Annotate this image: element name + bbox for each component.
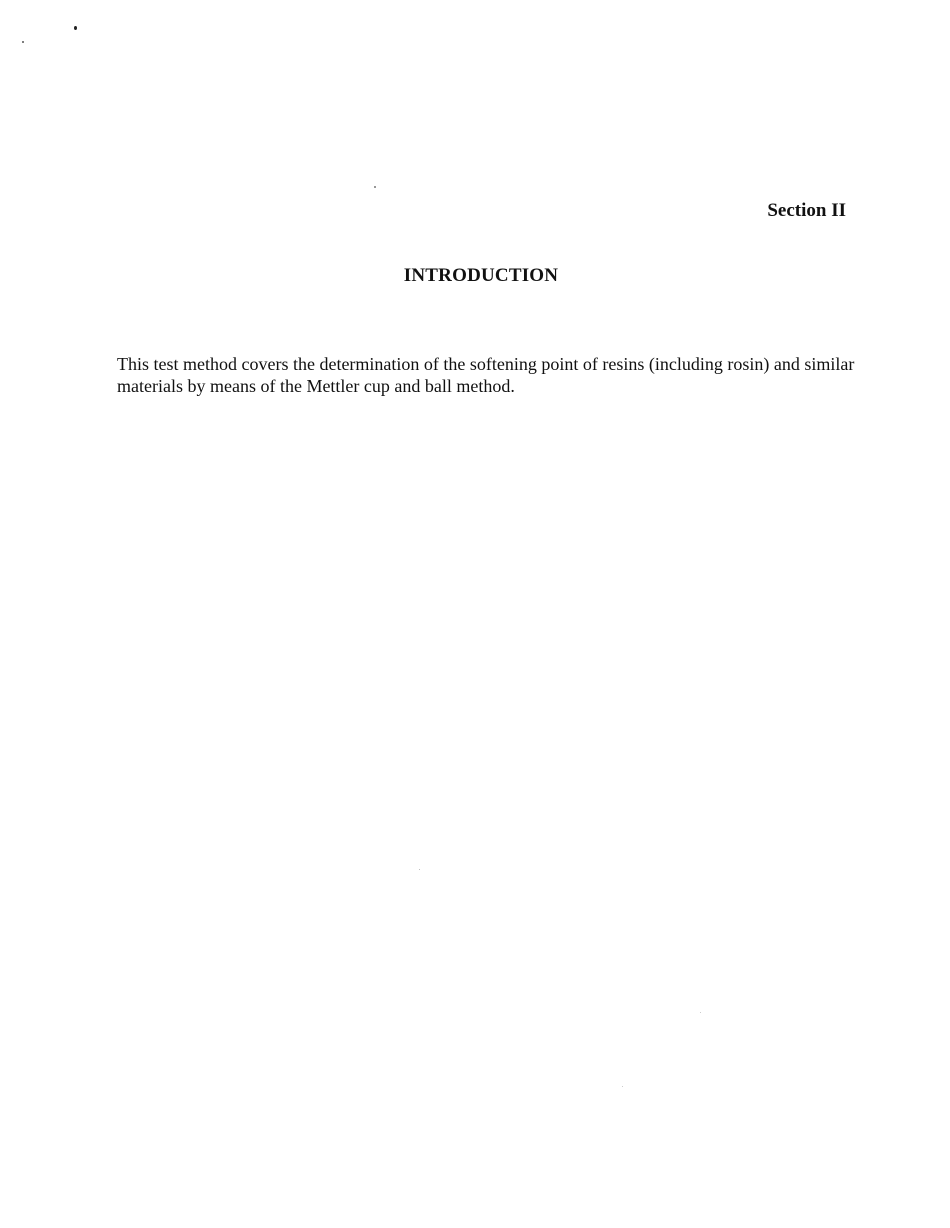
body-paragraph: This test method covers the determination of the softening point of resins (including rosin) and similar materials by means of the Mettler cup and ball method. xyxy=(117,354,855,396)
scan-speck xyxy=(419,869,420,870)
scan-speck xyxy=(22,41,24,43)
scan-speck xyxy=(700,1012,701,1013)
section-label: Section II xyxy=(767,200,846,221)
page-title: INTRODUCTION xyxy=(403,265,559,286)
scan-speck xyxy=(374,186,376,188)
scan-speck xyxy=(622,1086,623,1087)
scan-speck xyxy=(74,26,77,30)
